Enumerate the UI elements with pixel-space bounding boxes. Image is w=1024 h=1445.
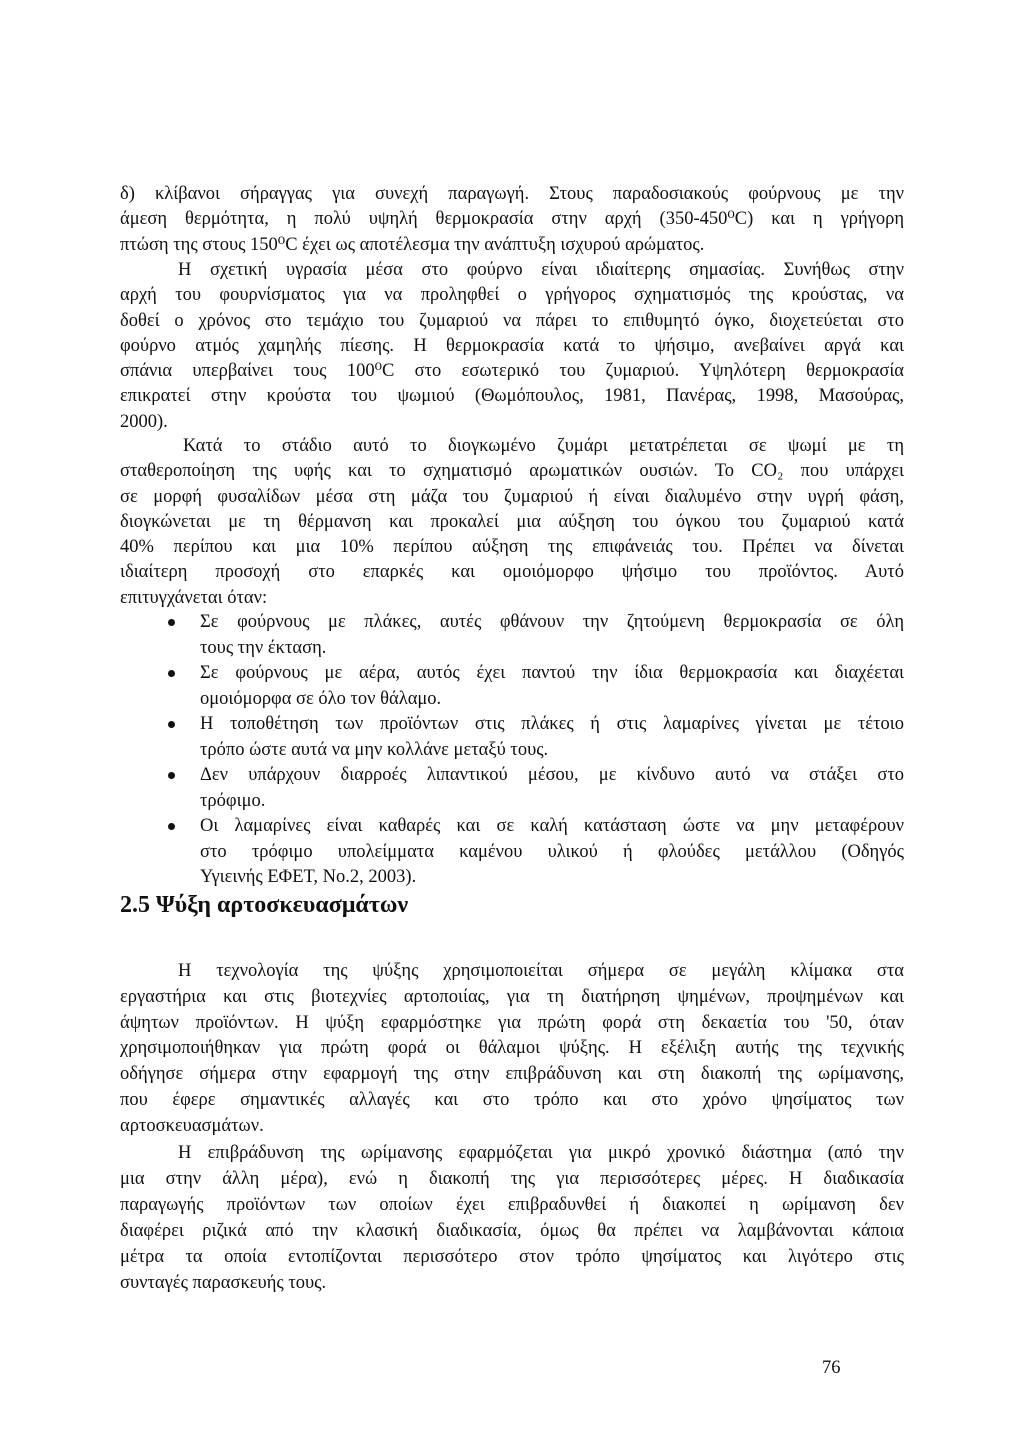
text-line: Υγιεινής ΕΦΕΤ, Νο.2, 2003).: [200, 867, 417, 887]
paragraph-cooling-1: [120, 959, 904, 1140]
text-line: επιτυγχάνεται όταν:: [120, 587, 268, 608]
bullet-icon: [168, 772, 175, 779]
bullet-icon: [168, 670, 175, 677]
text-line: Η τεχνολογία της ψύξης χρησιμοποιείται σήμερα σε μεγάλη κλίμακα στα: [178, 961, 904, 981]
text-line: διογκώνεται με τη θέρμανση και προκαλεί μια αύξηση του όγκου του ζυμαριού κατά: [120, 511, 904, 532]
paragraph-baking: [120, 434, 904, 611]
list-item: [120, 763, 904, 814]
text-line: δ) κλίβανοι σήραγγας για συνεχή παραγωγή. Στους παραδοσιακούς φούρνους με την: [120, 184, 904, 204]
paragraph-humidity: [120, 258, 904, 435]
text-line: Σε φούρνους με πλάκες, αυτές φθάνουν την ζητούμενη θερμοκρασία σε όλη: [200, 612, 904, 632]
text-line: ιδιαίτερη προσοχή στο επαρκές και ομοιόμορφο ψήσιμο του προϊόντος. Αυτό: [120, 562, 904, 583]
text-line: Η σχετική υγρασία μέσα στο φούρνο είναι ιδιαίτερης σημασίας. Συνήθως στην: [178, 260, 904, 280]
list-item: [120, 712, 904, 763]
text-line: 2000).: [120, 411, 168, 432]
text-line: Σε φούρνους με αέρα, αυτός έχει παντού την ίδια θερμοκρασία και διαχέεται: [200, 663, 904, 683]
bullet-icon: [168, 619, 175, 626]
text-line: άμεση θερμότητα, η πολύ υψηλή θερμοκρασία στην αρχή (350-450⁰C) και η γρήγορη: [120, 209, 904, 230]
text-line: πτώση της στους 150⁰C έχει ως αποτέλεσμα την ανάπτυξη ισχυρού αρώματος.: [120, 234, 705, 255]
bullet-icon: [168, 721, 175, 728]
text-line: ομοιόμορφα σε όλο τον θάλαμο.: [200, 688, 442, 709]
text-line: μέτρα τα οποία εντοπίζονται περισσότερο στον τρόπο ψησίματος και λιγότερο στις: [120, 1246, 904, 1267]
text-line: Κατά το στάδιο αυτό το διογκωμένο ζυμάρι μετατρέπεται σε ψωμί με τη: [183, 436, 904, 456]
text-line: τους την έκταση.: [200, 637, 327, 658]
section-heading: [120, 890, 408, 920]
bullet-icon: [168, 823, 175, 830]
paragraph-cooling-2: [120, 1141, 904, 1296]
text-line: Οι λαμαρίνες είναι καθαρές και σε καλή κατάσταση ώστε να μην μεταφέρουν: [200, 816, 904, 836]
text-line: αρτοσκευασμάτων.: [120, 1115, 264, 1136]
text-line: αρχή του φουρνίσματος για να προληφθεί ο γρήγορος σχηματισμός της κρούστας, να: [120, 285, 904, 306]
text-line: συνταγές παρασκευής τους.: [120, 1272, 327, 1293]
text-line: διαφέρει ριζικά από την κλασική διαδικασία, όμως θα πρέπει να λαμβάνονται κάποια: [120, 1220, 904, 1241]
text-line: Δεν υπάρχουν διαρροές λιπαντικού μέσου, με κίνδυνο αυτό να στάξει στο: [200, 765, 904, 785]
bullet-list: [120, 610, 904, 891]
text-line: σπάνια υπερβαίνει τους 100⁰C στο εσωτερικό του ζυμαριού. Υψηλότερη θερμοκρασία: [120, 361, 904, 382]
text-line: χρησιμοποιήθηκαν για πρώτη φορά οι θάλαμοι ψύξης. Η εξέλιξη αυτής της τεχνικής: [120, 1038, 904, 1059]
text-line: Η επιβράδυνση της ωρίμανσης εφαρμόζεται για μικρό χρονικό διάστημα (από την: [178, 1143, 904, 1163]
text-line: στο τρόφιμο υπολείμματα καμένου υλικού ή φλούδες μετάλλου (Οδηγός: [200, 841, 904, 862]
text-line: σε μορφή φυσαλίδων μέσα στη μάζα του ζυμαριού ή είναι διαλυμένο στην υγρή φάση,: [120, 486, 904, 507]
text-line: φούρνο ατμός χαμηλής πίεσης. Η θερμοκρασία κατά το ψήσιμο, ανεβαίνει αργά και: [120, 335, 904, 356]
text-line: οδήγησε σήμερα στην εφαρμογή της στην επιβράδυνση και στη διακοπή της ωρίμανσης,: [120, 1064, 904, 1085]
text-line: τρόπο ώστε αυτά να μην κολλάνε μεταξύ τους.: [200, 739, 549, 760]
text-line: άψητων προϊόντων. Η ψύξη εφαρμόστηκε για πρώτη φορά στη δεκαετία του '50, όταν: [120, 1012, 904, 1033]
text-line: επικρατεί στην κρούστα του ψωμιού (Θωμόπουλος, 1981, Πανέρας, 1998, Μασούρας,: [120, 386, 904, 407]
section-number: 2.5: [120, 892, 150, 918]
paragraph-intro: [120, 182, 904, 258]
page-number: 76: [822, 1358, 841, 1378]
text-line: δοθεί ο χρόνος στο τεμάχιο του ζυμαριού να πάρει το επιθυμητό όγκο, διοχετεύεται στο: [120, 310, 904, 331]
list-item: [120, 610, 904, 661]
text-line: εργαστήρια και στις βιοτεχνίες αρτοποιίας, για τη διατήρηση ψημένων, προψημένων και: [120, 986, 904, 1007]
list-item: [120, 814, 904, 891]
list-item: [120, 661, 904, 712]
text-line: μια στην άλλη μέρα), ενώ η διακοπή της για περισσότερες μέρες. Η διαδικασία: [120, 1168, 904, 1189]
text-line: σταθεροποίηση της υφής και το σχηματισμό αρωματικών ουσιών. Το CO₂ που υπάρχει: [120, 461, 904, 482]
text-line: Η τοποθέτηση των προϊόντων στις πλάκες ή στις λαμαρίνες γίνεται με τέτοιο: [200, 714, 904, 734]
section-title: Ψύξη αρτοσκευασμάτων: [156, 892, 409, 918]
text-line: τρόφιμο.: [200, 790, 266, 811]
text-line: 40% περίπου και μια 10% περίπου αύξηση της επιφάνειάς του. Πρέπει να δίνεται: [120, 537, 904, 558]
text-line: παραγωγής προϊόντων των οποίων έχει επιβραδυνθεί ή διακοπεί η ωρίμανση δεν: [120, 1194, 904, 1215]
text-line: που έφερε σημαντικές αλλαγές και στο τρόπο και στο χρόνο ψησίματος των: [120, 1089, 904, 1110]
